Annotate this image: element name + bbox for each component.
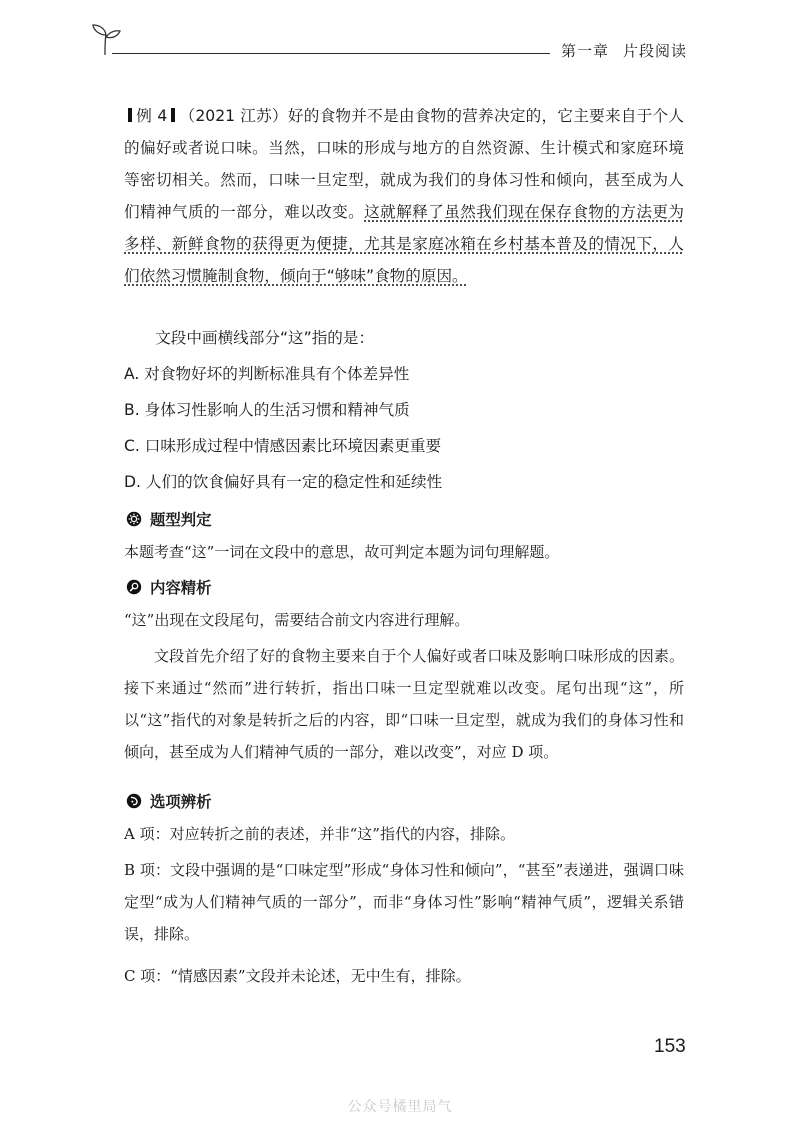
header-rule	[112, 53, 550, 54]
question-text: 文段中画横线部分“这”指的是：	[155, 329, 375, 347]
example-tag	[124, 107, 179, 125]
section-type-title: 题型判定	[150, 511, 212, 529]
example-text: 好的食物并不是由食物的营养决定的，它主要来自于个人的偏好或者说口味。当然，口味的形成与地方的自然资源、生计模式和家庭环境等密切相关。然而，口味一旦定型，就成为我们的身体习性和倾向，甚至成为人们精神气质的一部分，难以改变。	[124, 107, 684, 221]
analysis-a: A 项：对应转折之前的表述，并非“这”指代的内容，排除。	[124, 825, 515, 843]
option-b: B. 身体习性影响人的生活习惯和精神气质	[124, 401, 410, 419]
section-content-title: 内容精析	[150, 579, 212, 597]
example-number: 例 4	[136, 107, 168, 125]
section-content-heading	[126, 576, 212, 598]
content-paragraph-1: “这”出现在文段尾句，需要结合前文内容进行理解。	[124, 611, 470, 629]
section-label: 片段阅读	[623, 42, 688, 60]
option-a: A. 对食物好坏的判断标准具有个体差异性	[124, 365, 410, 383]
underlined-text: 这就解释了虽然我们现在保存食物的方法更为多样、新鲜食物的获得更为便捷，尤其是家庭冰箱在乡村基本普及的情况下，人们依然习惯腌制食物，倾向于“够味”食物的原因。	[124, 203, 684, 285]
watermark-text: 公众号橘里局气	[347, 1099, 453, 1115]
page-number: 153	[654, 1036, 686, 1057]
section-options-title: 选项辨析	[150, 793, 212, 811]
tag-bar-right	[171, 108, 175, 122]
type-text: 本题考查“这”一词在文段中的意思，故可判定本题为词句理解题。	[124, 543, 560, 561]
content-paragraph-2: 文段首先介绍了好的食物主要来自于个人偏好或者口味及影响口味形成的因素。接下来通过“然而”进行转折，指出口味一旦定型就难以改变。尾句出现“这”，所以“这”指代的对象是转折之后的内容，即“口味一旦定型，就成为我们的身体习性和倾向，甚至成为人们精神气质的一部分，难以改变”，对应 D 项。	[124, 647, 684, 761]
section-type-heading	[126, 508, 212, 530]
chapter-label: 第一章	[561, 42, 610, 60]
option-d: D. 人们的饮食偏好具有一定的稳定性和延续性	[124, 473, 443, 491]
gear-icon	[126, 511, 142, 527]
analysis-b: B 项：文段中强调的是“口味定型”形成“身体习性和倾向”，“甚至”表递进，强调口味定型“成为人们精神气质的一部分”，而非“身体习性”影响“精神气质”，逻辑关系错误，排除。	[124, 861, 684, 943]
section-options-heading	[126, 790, 212, 812]
clock-icon	[126, 793, 142, 809]
magnifier-icon	[126, 579, 142, 595]
example-paragraph	[124, 100, 684, 292]
tag-bar-left	[128, 108, 132, 122]
running-header	[561, 40, 687, 61]
sprout-icon	[88, 22, 124, 56]
analysis-c: C 项：“情感因素”文段并未论述，无中生有，排除。	[124, 967, 471, 985]
example-source: （2021 江苏）	[179, 107, 288, 125]
option-c: C. 口味形成过程中情感因素比环境因素更重要	[124, 437, 442, 455]
